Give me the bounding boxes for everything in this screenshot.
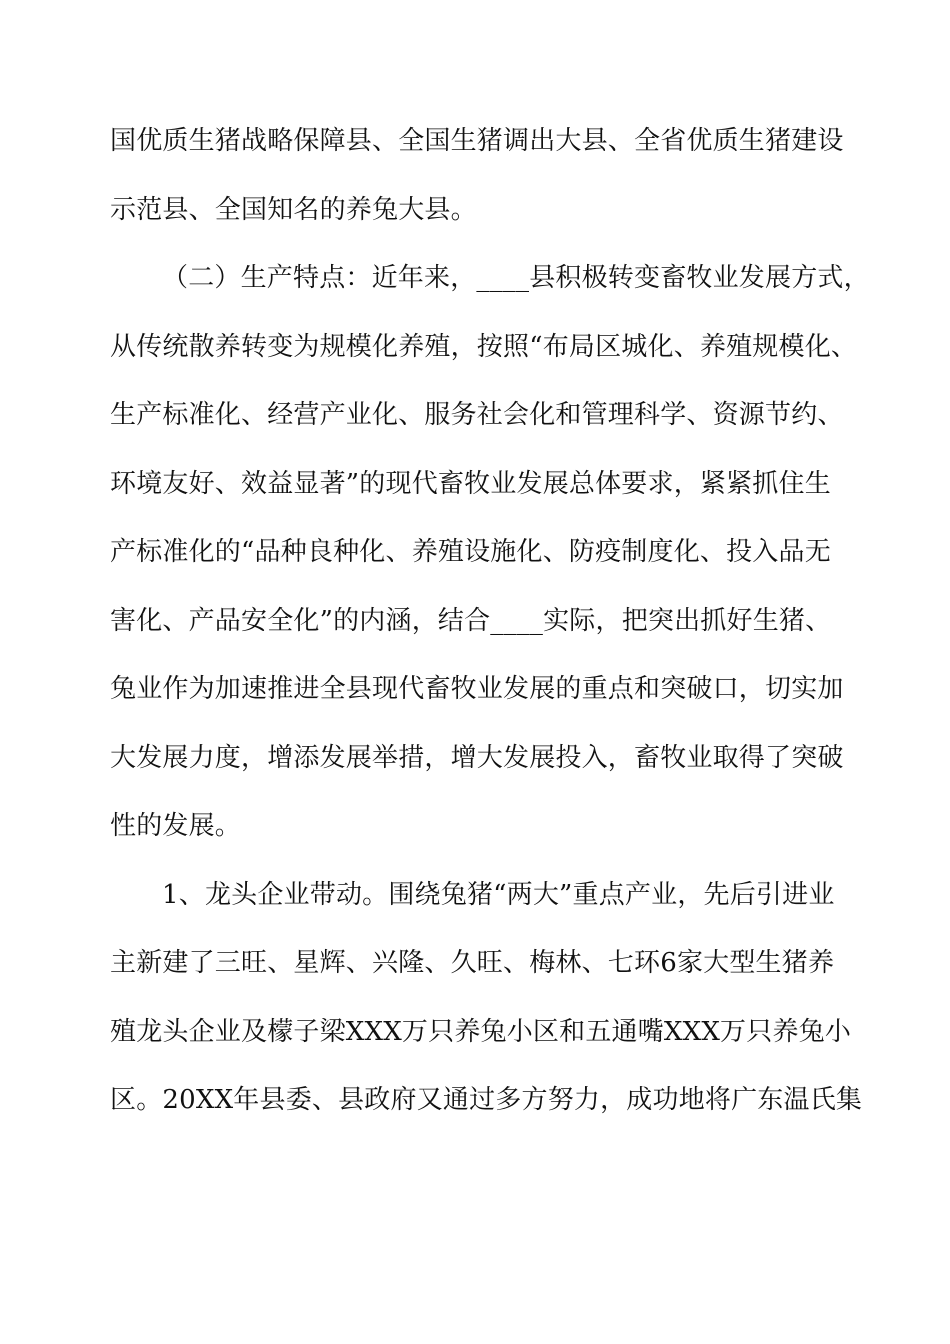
text-line: 生产标准化、经营产业化、服务社会化和管理科学、资源节约、 — [110, 400, 844, 430]
body-text — [110, 113, 870, 1141]
text-line: 害化、产品安全化”的内涵，结合____实际，把突出抓好生猪、 — [110, 605, 832, 636]
text-line: 示范县、全国知名的养兔大县。 — [110, 194, 477, 225]
subsection-line: 1、龙头企业带动。围绕兔猪“两大”重点产业，先后引进业 — [162, 879, 835, 910]
text-line: 殖龙头企业及檬子梁XXX万只养兔小区和五通嘴XXX万只养兔小 — [110, 1016, 852, 1047]
section-heading-line: （二）生产特点：近年来，____县积极转变畜牧业发展方式， — [162, 263, 870, 293]
text-line: 性的发展。 — [110, 811, 242, 841]
text-line: 大发展力度，增添发展举措，增大发展投入，畜牧业取得了突破 — [110, 742, 844, 773]
text-line: 兔业作为加速推进全县现代畜牧业发展的重点和突破口，切实加 — [110, 674, 844, 704]
text-line: 产标准化的“品种良种化、养殖设施化、防疫制度化、投入品无 — [110, 537, 831, 567]
text-line: 区。20XX年县委、县政府又通过多方努力，成功地将广东温氏集 — [110, 1085, 863, 1115]
text-line: 国优质生猪战略保障县、全国生猪调出大县、全省优质生猪建设 — [110, 126, 844, 156]
text-line: 环境友好、效益显著”的现代畜牧业发展总体要求，紧紧抓住生 — [110, 468, 831, 499]
text-line: 主新建了三旺、星辉、兴隆、久旺、梅林、七环6家大型生猪养 — [110, 948, 835, 978]
text-line: 从传统散养转变为规模化养殖，按照“布局区城化、养殖规模化、 — [110, 331, 858, 362]
